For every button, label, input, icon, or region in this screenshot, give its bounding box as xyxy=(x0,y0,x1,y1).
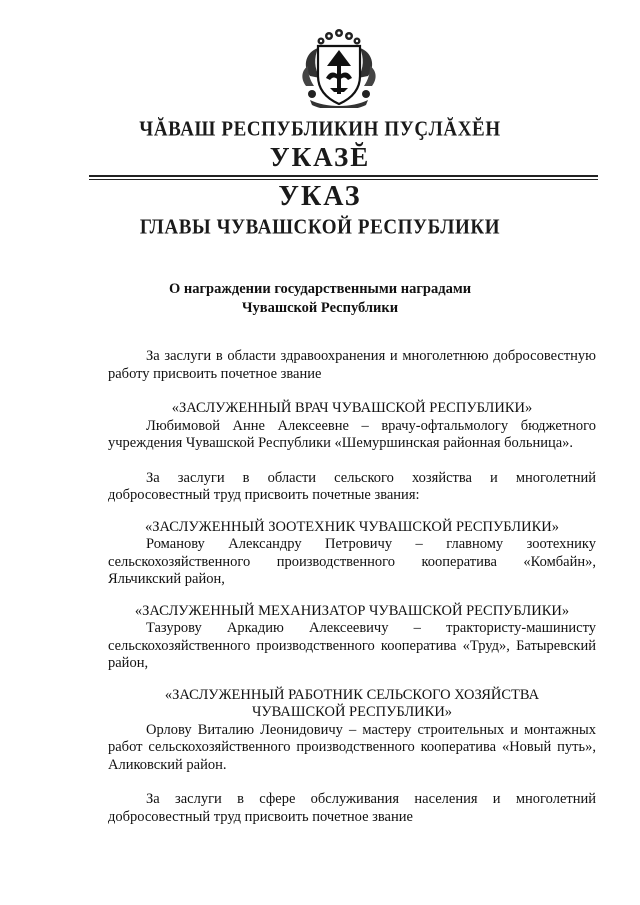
subject-line-1: О награждении государственными наградами xyxy=(168,281,472,297)
recipient-paragraph: Романову Александру Петровичу – главному зоотехнику сельскохозяйственного производственного кооператива «Комбайн», Яльчикский район, xyxy=(108,536,596,587)
award-title-doctor: «ЗАСЛУЖЕННЫЙ ВРАЧ ЧУВАШСКОЙ РЕСПУБЛИКИ» xyxy=(171,400,533,416)
intro-paragraph-healthcare: За заслуги в области здравоохранения и многолетнюю добросовестную работу присвоить почетное звание xyxy=(108,348,596,382)
chuvash-header-line: ЧĂВАШ РЕСПУБЛИКИН ПУҪЛĂХĔН xyxy=(139,117,501,142)
recipient-paragraph: Тазурову Аркадию Алексеевичу – трактористу-машинисту сельскохозяйственного производственного кооператива «Труд», Батыревский район, xyxy=(108,620,596,671)
decree-subject xyxy=(0,280,640,318)
russian-header-line: ГЛАВЫ ЧУВАШСКОЙ РЕСПУБЛИКИ xyxy=(139,215,501,240)
subject-line-2: Чувашской Республики xyxy=(241,300,399,316)
intro-paragraph-services: За заслуги в сфере обслуживания населения и многолетний добросовестный труд присвоить почетное звание xyxy=(108,791,596,825)
chuvash-coat-of-arms-emblem xyxy=(296,26,382,108)
decree-body xyxy=(108,348,596,826)
award-title-agriculture-worker-line-1: «ЗАСЛУЖЕННЫЙ РАБОТНИК СЕЛЬСКОГО ХОЗЯЙСТВА xyxy=(164,686,540,703)
award-title-zootechnician: «ЗАСЛУЖЕННЫЙ ЗООТЕХНИК ЧУВАШСКОЙ РЕСПУБЛИКИ» xyxy=(145,518,559,535)
award-title-agriculture-worker-line-2: ЧУВАШСКОЙ РЕСПУБЛИКИ» xyxy=(251,704,453,720)
recipient-paragraph: Орлову Виталию Леонидовичу – мастеру строительных и монтажных работ сельскохозяйственного производственного кооператива «Новый путь», Аликовский район. xyxy=(108,721,596,773)
russian-decree-title: УКАЗ xyxy=(278,181,362,212)
intro-paragraph-agriculture: За заслуги в области сельского хозяйства и многолетний добросовестный труд присвоить почетные звания: xyxy=(108,469,596,503)
chuvash-decree-title: УКАЗĔ xyxy=(269,142,371,172)
recipient-paragraph: Любимовой Анне Алексеевне – врачу-офтальмологу бюджетного учреждения Чувашской Республики «Шемуршинская районная больница». xyxy=(108,417,596,451)
header-divider-thin xyxy=(89,179,598,180)
award-title-machine-operator: «ЗАСЛУЖЕННЫЙ МЕХАНИЗАТОР ЧУВАШСКОЙ РЕСПУБЛИКИ» xyxy=(134,602,570,619)
header-divider-thick xyxy=(89,175,598,177)
